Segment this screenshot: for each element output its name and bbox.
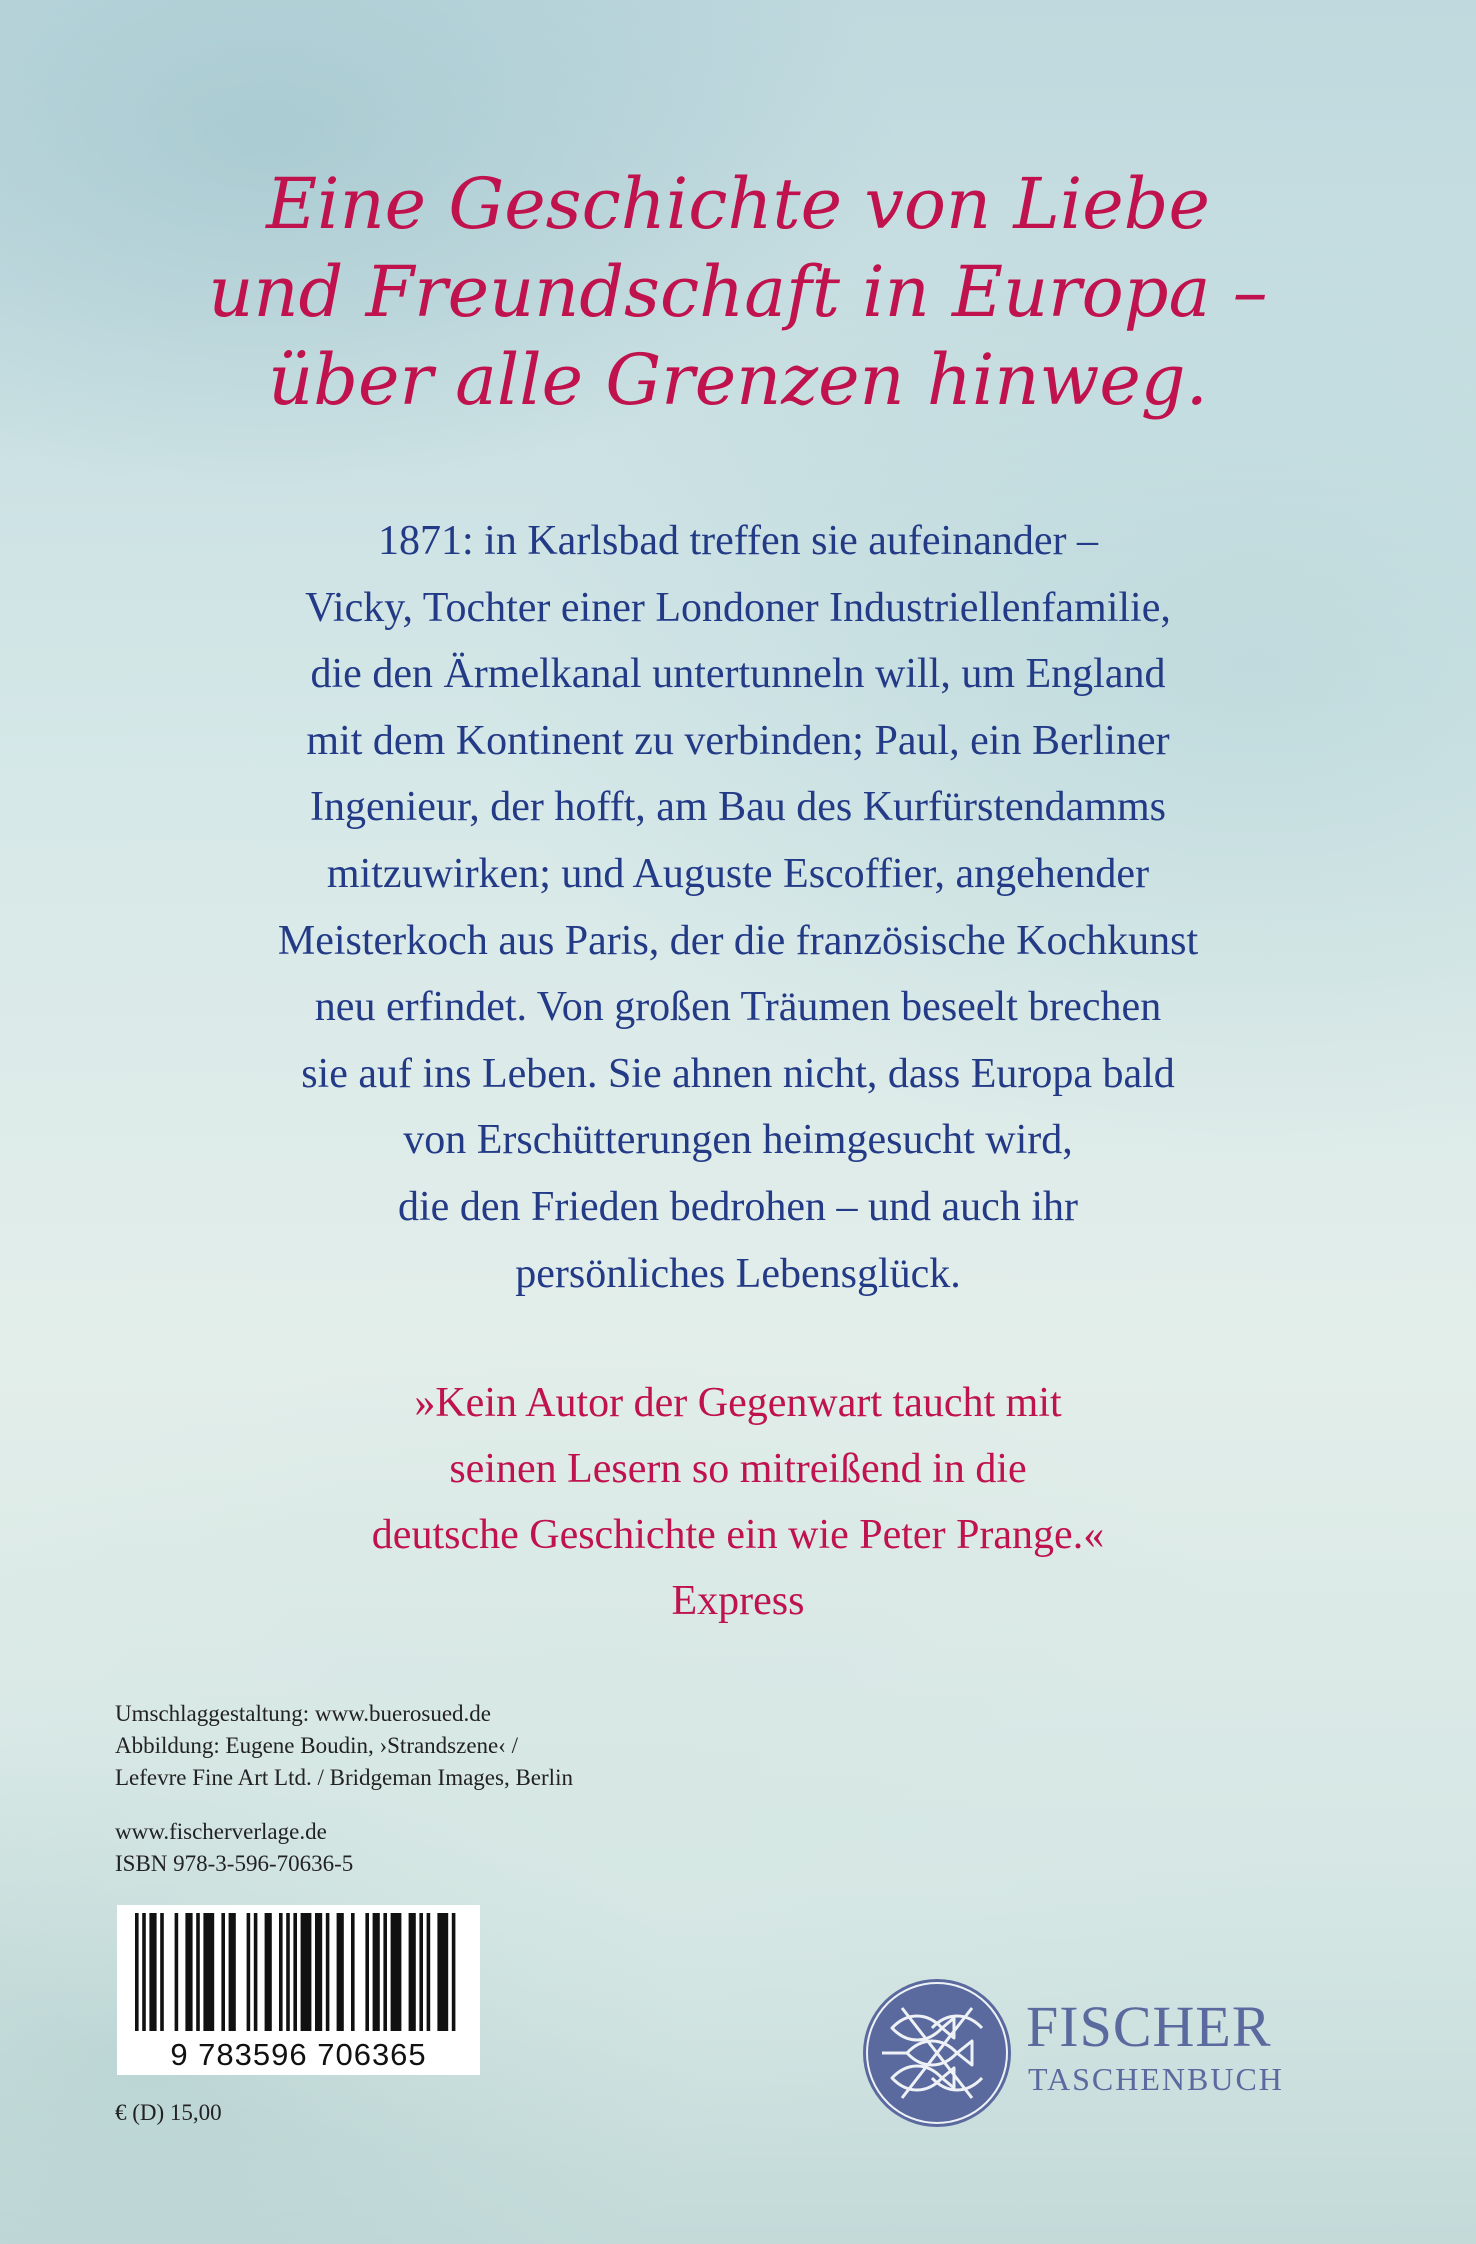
publisher-name: FISCHER xyxy=(1026,1994,1272,2059)
publisher-imprint: TASCHENBUCH xyxy=(1028,2061,1284,2097)
barcode xyxy=(117,1905,480,2075)
fish-emblem-icon xyxy=(862,1978,1012,2128)
headline-line: Eine Geschichte von Liebe xyxy=(266,163,1210,245)
publisher-logo xyxy=(862,1978,1362,2128)
quote-line: seinen Lesern so mitreißend in die xyxy=(449,1446,1027,1492)
design-credit: Umschlaggestaltung: www.buerosued.de xyxy=(115,1701,492,1726)
isbn: ISBN 978-3-596-70636-5 xyxy=(115,1851,354,1876)
blurb-line: von Erschütterungen heimgesucht wird, xyxy=(403,1117,1073,1164)
blurb-line: Meisterkoch aus Paris, der die französische Kochkunst xyxy=(277,917,1199,964)
image-credit: Lefevre Fine Art Ltd. / Bridgeman Images, Berlin xyxy=(115,1765,573,1790)
image-credit: Abbildung: Eugene Boudin, ›Strandszene‹ / xyxy=(115,1733,519,1758)
price: € (D) 15,00 xyxy=(115,2100,222,2125)
publisher-website: www.fischerverlage.de xyxy=(115,1819,327,1844)
blurb-line: Vicky, Tochter einer Londoner Industriellenfamilie, xyxy=(305,584,1171,631)
blurb xyxy=(0,508,1476,1307)
blurb-line: die den Ärmelkanal untertunneln will, um England xyxy=(310,651,1166,698)
blurb-line: Ingenieur, der hofft, am Bau des Kurfürstendamms xyxy=(310,784,1166,831)
headline-line: und Freundschaft in Europa – xyxy=(208,251,1268,333)
headline-line: über alle Grenzen hinweg. xyxy=(268,339,1208,421)
blurb-line: die den Frieden bedrohen – und auch ihr xyxy=(398,1183,1078,1230)
blurb-line: sie auf ins Leben. Sie ahnen nicht, dass Europa bald xyxy=(301,1050,1175,1097)
barcode-bars xyxy=(117,1905,480,2037)
blurb-line: persönliches Lebensglück. xyxy=(515,1250,961,1297)
barcode-digits: 9 783596 706365 xyxy=(170,2037,427,2072)
headline xyxy=(0,160,1476,424)
blurb-line: mitzuwirken; und Auguste Escoffier, angehender xyxy=(326,850,1150,897)
blurb-line: mit dem Kontinent zu verbinden; Paul, ein Berliner xyxy=(306,717,1170,764)
blurb-line: 1871: in Karlsbad treffen sie aufeinander – xyxy=(378,518,1098,564)
quote-line: deutsche Geschichte ein wie Peter Prange.« xyxy=(371,1512,1105,1558)
credits xyxy=(115,1698,573,1880)
press-quote xyxy=(0,1370,1476,1634)
quote-source: Express xyxy=(671,1578,805,1624)
blurb-line: neu erfindet. Von großen Träumen beseelt brechen xyxy=(314,984,1162,1031)
quote-line: »Kein Autor der Gegenwart taucht mit xyxy=(414,1380,1062,1426)
